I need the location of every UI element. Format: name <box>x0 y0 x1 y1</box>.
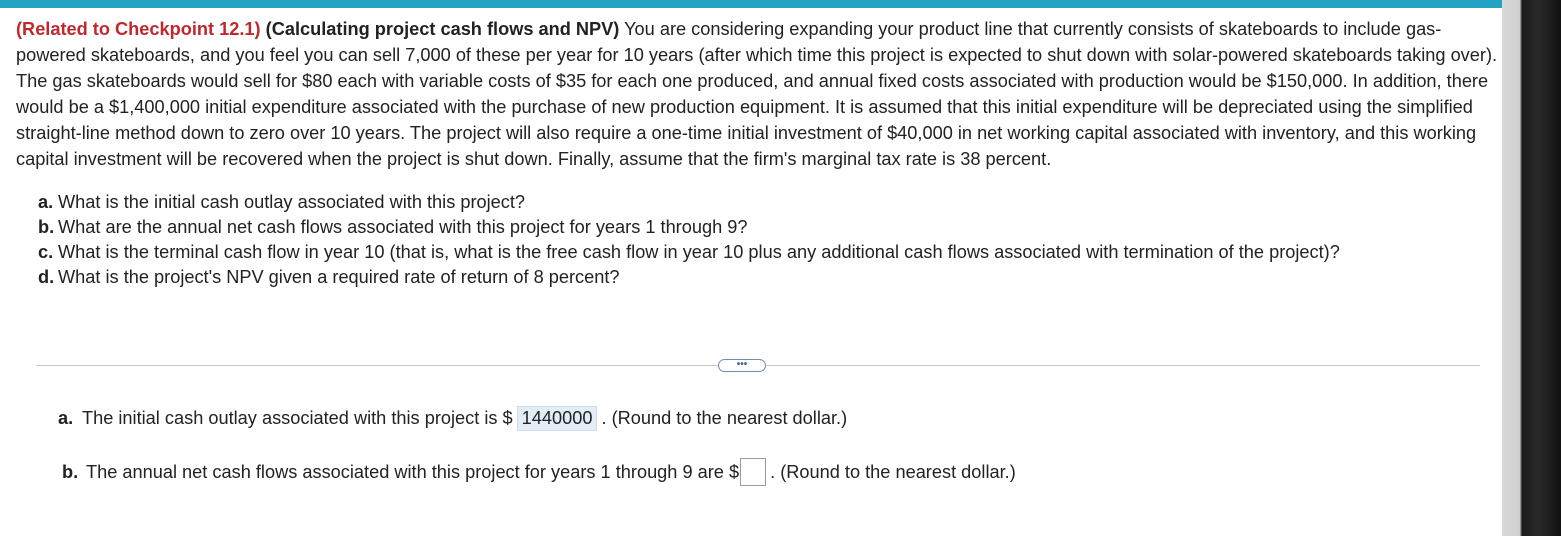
checkpoint-reference: (Related to Checkpoint 12.1) <box>16 19 261 39</box>
question-item <box>38 215 1502 240</box>
section-divider <box>36 357 1480 373</box>
answer-a-value[interactable]: 1440000 <box>517 406 598 431</box>
answer-prompt: The annual net cash flows associated with this project for years 1 through 9 are $ <box>86 461 740 482</box>
answer-b <box>62 458 1016 486</box>
question-text: What are the annual net cash flows associated with this project for years 1 through 9? <box>58 217 748 237</box>
answer-b-input[interactable] <box>740 458 766 486</box>
problem-body: You are considering expanding your product line that currently consists of skateboards to include gas-powered skateboards, and you feel you can sell 7,000 of these per year for 10 years (after which time this project is expected to shut down with solar-powered skateboards taking over). The gas skateboards would sell for $80 each with variable costs of $35 for each one produced, and annual fixed costs associated with production would be $150,000. In addition, there would be a $1,400,000 initial expenditure associated with the purchase of new production equipment. It is assumed that this initial expenditure will be depreciated using the simplified straight-line method down to zero over 10 years. The project will also require a one-time initial investment of $40,000 in net working capital associated with inventory, and this working capital investment will be recovered when the project is shut down. Finally, assume that the firm's marginal tax rate is 38 percent. <box>16 19 1498 169</box>
problem-statement <box>16 16 1502 172</box>
question-text: What is the terminal cash flow in year 10 (that is, what is the free cash flow in year 10 plus any additional cash flows associated with termination of the project)? <box>58 242 1340 262</box>
question-item <box>38 190 1502 215</box>
question-text: What is the initial cash outlay associated with this project? <box>58 192 526 212</box>
answer-letter: a. <box>58 408 74 428</box>
top-accent-bar <box>0 0 1561 8</box>
question-text: What is the project's NPV given a required rate of return of 8 percent? <box>58 267 620 287</box>
screen-edge <box>1502 0 1561 536</box>
question-letter: a. <box>38 192 54 212</box>
answer-letter: b. <box>62 461 79 482</box>
answer-a <box>58 406 847 431</box>
question-item <box>38 240 1502 265</box>
question-letter: b. <box>38 217 55 237</box>
problem-title: (Calculating project cash flows and NPV) <box>265 19 620 39</box>
question-letter: c. <box>38 242 54 262</box>
question-list <box>38 190 1502 290</box>
question-item <box>38 265 1502 290</box>
expand-more-button[interactable]: ••• <box>718 359 766 372</box>
answer-prompt: The initial cash outlay associated with this project is $ <box>82 408 513 428</box>
answer-rounding-note: . (Round to the nearest dollar.) <box>770 461 1016 482</box>
answer-rounding-note: . (Round to the nearest dollar.) <box>601 408 848 428</box>
question-letter: d. <box>38 267 55 287</box>
question-panel <box>16 16 1502 290</box>
